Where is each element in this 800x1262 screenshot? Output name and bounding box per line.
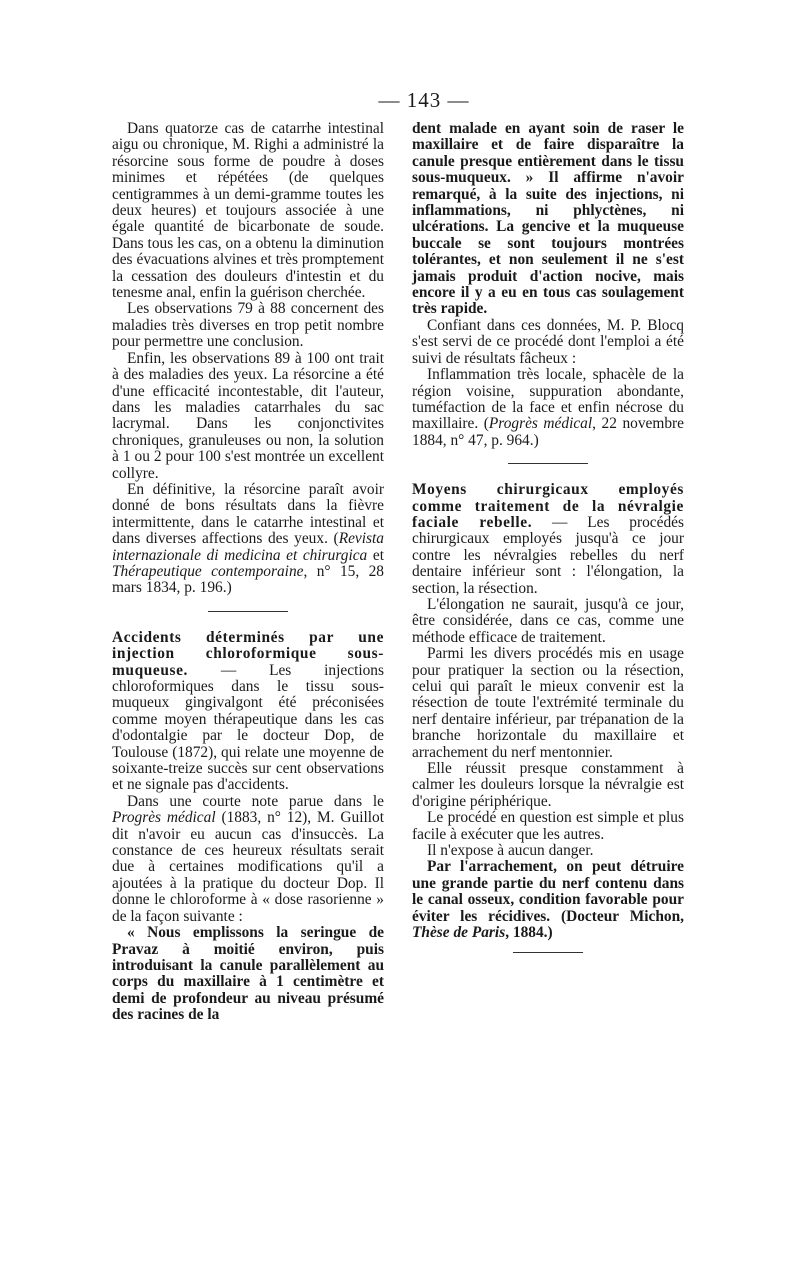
- citation-source: Thèse de Paris: [412, 924, 506, 942]
- article-paragraph: [412, 482, 684, 597]
- paragraph: Enfin, les observations 89 à 100 ont trait à des maladies des yeux. La résorcine a été d'une efficacité incontestable, dit l'auteur, dans les maladies catarrhales du sac lacrymal. Dans les conjonctivites chroniques, granuleuses ou non, la solution à 1 ou 2 pour 100 s'est montrée un excellent collyre.: [112, 349, 384, 482]
- citation-details: , n° 15, 28 mars 1834, p. 196.): [112, 562, 384, 597]
- paragraph: Parmi les divers procédés mis en usage pour pratiquer la section ou la résection, celui qui paraît le mieux convenir est la résection de toute l'extrémité terminale du nerf dentaire inférieur, par trépanation de la branche horizontale du maxillaire et arrachement du nerf mentonnier.: [412, 645, 684, 761]
- paragraph: Dans quatorze cas de catarrhe intestinal aigu ou chronique, M. Righi a administré la résorcine sous forme de poudre à doses minimes et répétées (de quelques centigrammes à un demi-gramme toutes les deux heures) et toujours associée à une égale quantité de bicarbonate de soude. Dans tous les cas, on a obtenu la diminution des évacuations alvines et très promptement la cessation des douleurs d'intestin et du tenesme anal, enfin la guérison cherchée.: [112, 120, 384, 302]
- citation-source: Revista internazionale di medicina et chirurgica: [112, 530, 384, 564]
- paragraph-with-citation: [112, 794, 384, 925]
- paragraph-text: — Les procédés chirurgicaux employés jusqu'à ce jour contre les névralgies rebelles du nerf dentaire inférieur sont : l'élongation, la section, la résection.: [412, 513, 684, 597]
- article-heading: Accidents déterminés par une injection chloroformique sous-muqueuse.: [112, 628, 384, 679]
- citation-source: Progrès médical: [488, 415, 593, 433]
- section-divider: [508, 463, 588, 464]
- section-divider: [208, 611, 288, 612]
- paragraph-text: En définitive, la résorcine paraît avoir donné de bons résultats dans la fièvre intermittente, dans le catarrhe intestinal et dans diverses affections des yeux. (: [112, 480, 384, 548]
- paragraph: L'élongation ne saurait, jusqu'à ce jour, être considérée, dans ce cas, comme une méthode efficace de traitement.: [412, 595, 684, 646]
- right-column: [412, 121, 684, 953]
- paragraph: Il n'expose à aucun danger.: [427, 842, 594, 860]
- paragraph-with-citation: [112, 482, 384, 597]
- page-number: — 143 —: [378, 88, 470, 112]
- citation-source: Thérapeutique contemporaine: [112, 562, 304, 580]
- paragraph: Confiant dans ces données, M. P. Blocq s'est servi de ce procédé dont l'emploi a été suivi de résultats fâcheux :: [412, 316, 684, 367]
- paragraph-with-citation: [412, 859, 684, 941]
- paragraph: Le procédé en question est simple et plus facile à exécuter que les autres.: [412, 809, 684, 843]
- end-divider: [513, 952, 583, 953]
- citation-source: Progrès médical: [112, 809, 216, 827]
- paragraph-text: et: [367, 546, 384, 564]
- paragraph: dent malade en ayant soin de raser le maxillaire et de faire disparaître la canule presque entièrement dans le tissu sous-muqueux. » Il affirme n'avoir remarqué, à la suite des injections, ni inflammations, ni phlyctènes, ni ulcérations. La gencive et la muqueuse buccale se sont toujours montrées tolérantes, et non seulement il ne s'est jamais produit d'action nocive, mais encore il y a eu en tous cas soulagement très rapide.: [412, 120, 684, 318]
- quotation-paragraph: « Nous emplissons la seringue de Pravaz à moitié environ, puis introduisant la canule parallèlement au corps du maxillaire à 1 centimètre et demi de profondeur au niveau présumé des racines de la: [112, 924, 384, 1024]
- paragraph-text: Inflammation très locale, sphacèle de la région voisine, suppuration abondante, tuméfaction de la face et enfin nécrose du maxillaire. (: [412, 366, 684, 433]
- paragraph: Les observations 79 à 88 concernent des maladies très diverses en trop petit nombre pour permettre une conclusion.: [112, 300, 384, 351]
- paragraph-text: Dans une courte note parue dans le: [127, 792, 384, 810]
- citation-details: , 22 novembre 1884, n° 47, p. 964.): [412, 415, 684, 449]
- article-paragraph: [112, 630, 384, 794]
- left-column: [112, 121, 384, 1024]
- paragraph-with-citation: [412, 367, 684, 449]
- paragraph: Elle réussit presque constamment à calmer les douleurs lorsque la névralgie est d'origine périphérique.: [412, 760, 684, 810]
- article-heading: Moyens chirurgicaux employés comme traitement de la névralgie faciale rebelle.: [412, 481, 684, 531]
- paragraph-text: (1883, n° 12), M. Guillot dit n'avoir eu aucun cas d'insuccès. La constance de ces heureux résultats serait due à certaines modifications qu'il a ajoutées à la pratique du docteur Dop. Il donne le chloroforme à « dose rasorienne » de la façon suivante :: [112, 809, 384, 925]
- citation-details: , 1884.): [505, 924, 553, 942]
- paragraph-text: — Les injections chloroformiques dans le tissu sous-muqueux gingivalgont été préconisées comme moyen thérapeutique dans les cas d'odontalgie par le docteur Dop, de Toulouse (1872), qui relate une moyenne de soixante-treize succès sur cent observations et ne signale pas d'accidents.: [112, 661, 384, 794]
- paragraph-text: Par l'arrachement, on peut détruire une grande partie du nerf contenu dans le canal osseux, condition favorable pour éviter les récidives. (Docteur Michon,: [412, 858, 684, 925]
